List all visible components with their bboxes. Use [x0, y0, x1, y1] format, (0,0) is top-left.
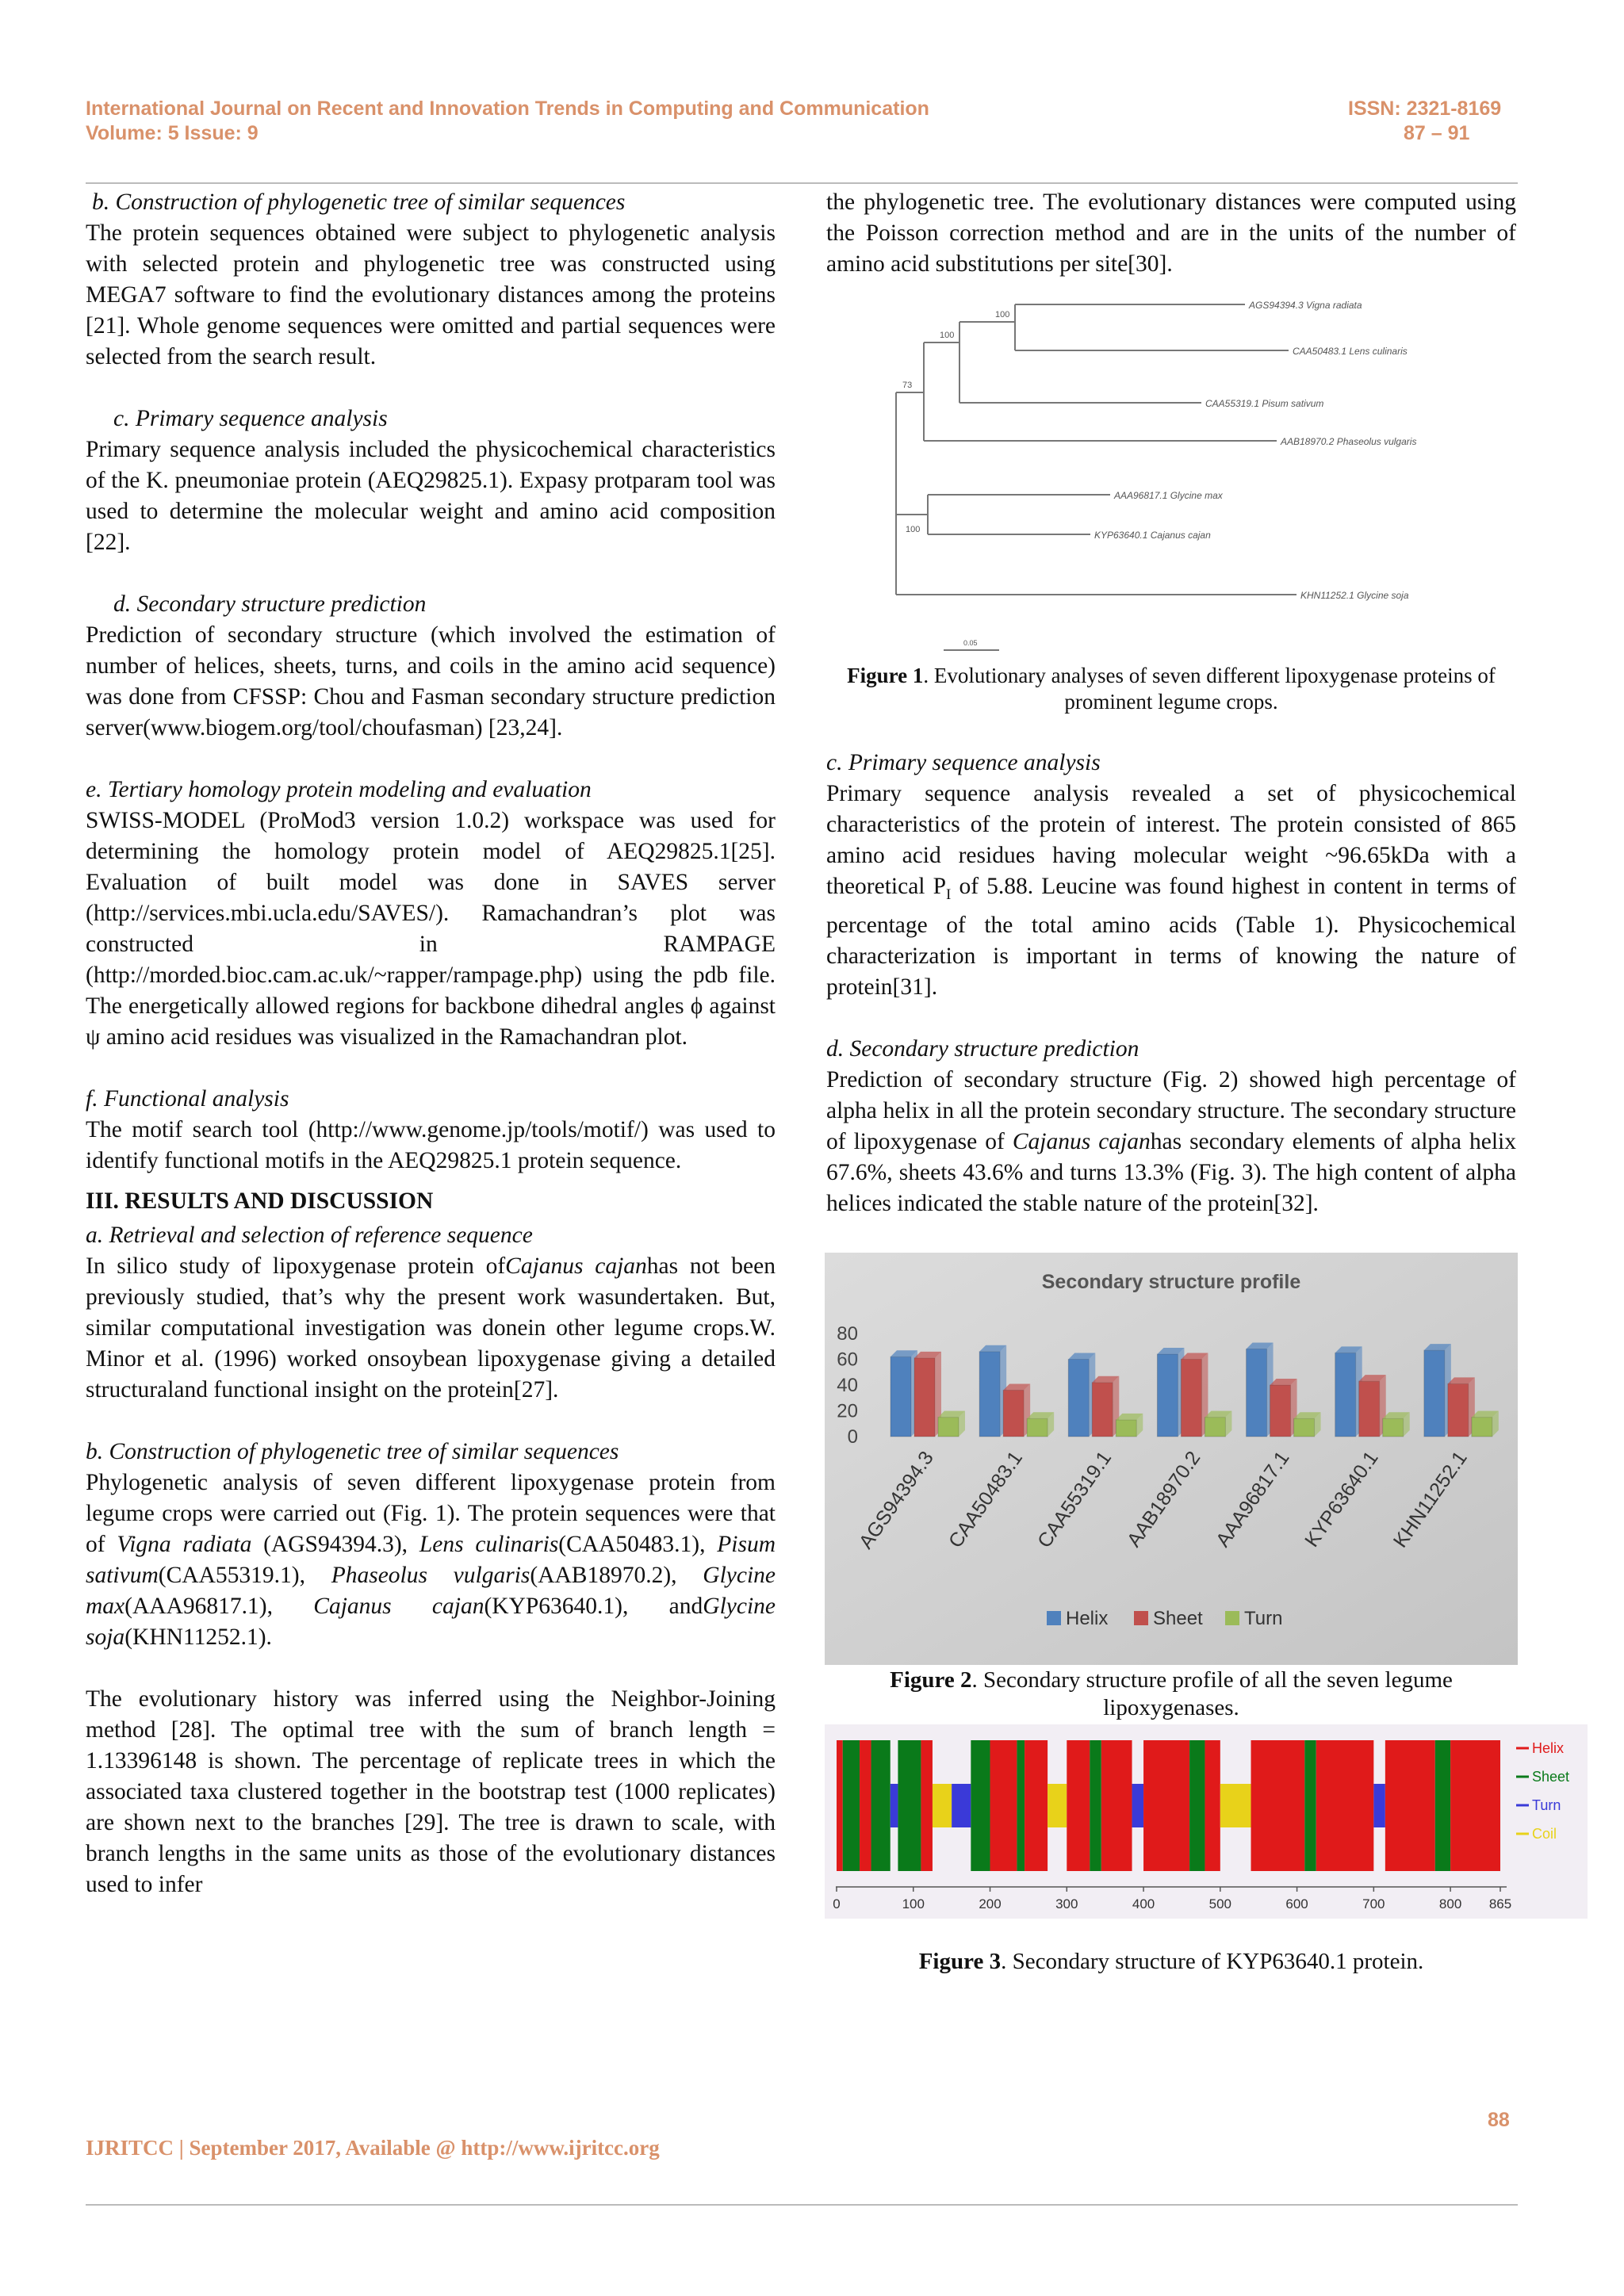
- x-tick-label: KHN11252.1: [1388, 1447, 1472, 1552]
- bar-helix: [891, 1357, 911, 1437]
- strip-legend-label: Sheet: [1532, 1769, 1570, 1785]
- strip-segment-sheet: [1017, 1740, 1025, 1871]
- paragraph: The evolutionary history was inferred using the Neighbor-Joining method [28]. The optimal tree with the sum of branch length = 1.13396148 is shown. The percentage of replicate trees in which the associated taxa clustered together in the bootstrap test (1000 replicates) are shown next to the branches [29]. The tree is drawn to scale, with branch lengths in the same units as those of the evolutionary distances used to infer: [86, 1686, 776, 1897]
- bar-helix: [1068, 1360, 1089, 1437]
- y-tick-label: 40: [837, 1375, 858, 1396]
- tree-taxon-label: CAA55319.1 Pisum sativum: [1205, 398, 1324, 409]
- x-tick-label: AAB18970.2: [1122, 1447, 1205, 1552]
- strip-segment-coil: [1220, 1784, 1251, 1827]
- strip-tick-label: 400: [1132, 1896, 1155, 1911]
- x-tick-label: CAA50483.1: [944, 1447, 1028, 1552]
- bar-turn: [1383, 1418, 1404, 1437]
- strip-segment-sheet: [1189, 1740, 1205, 1871]
- x-tick-label: AGS94394.3: [854, 1447, 938, 1553]
- figure-2-caption: Figure 2. Secondary structure profile of all the seven legume lipoxygenases.: [890, 1667, 1453, 1720]
- strip-legend-label: Coil: [1532, 1826, 1557, 1842]
- section-heading: c. Primary sequence analysis: [113, 406, 388, 431]
- secondary-structure-chart: [825, 1253, 1518, 1665]
- bar-turn: [1205, 1418, 1225, 1437]
- strip-segment-helix: [1385, 1740, 1435, 1871]
- strip-tick-label: 300: [1055, 1896, 1078, 1911]
- strip-tick-label: 800: [1438, 1896, 1462, 1911]
- legend-swatch: [1225, 1611, 1239, 1625]
- left-column: [86, 187, 776, 1900]
- tree-taxon-label: KHN11252.1 Glycine soja: [1300, 590, 1409, 601]
- section-heading: f. Functional analysis: [86, 1086, 289, 1112]
- legend-label: Sheet: [1153, 1608, 1203, 1629]
- right-mid-text: [826, 748, 1516, 1219]
- bootstrap-value: 100: [940, 331, 955, 340]
- strip-tick-label: 600: [1285, 1896, 1308, 1911]
- legend-swatch: [1047, 1611, 1061, 1625]
- bar-helix: [1335, 1353, 1356, 1437]
- x-tick-label: CAA55319.1: [1032, 1447, 1116, 1552]
- strip-segment-helix: [1143, 1740, 1189, 1871]
- chart-title: Secondary structure profile: [1041, 1271, 1301, 1293]
- section-heading: d. Secondary structure prediction: [826, 1035, 1139, 1062]
- tree-branches: [896, 304, 1297, 650]
- strip-segment-coil: [1048, 1784, 1067, 1827]
- y-tick-label: 20: [837, 1400, 858, 1422]
- bootstrap-value: 100: [995, 310, 1010, 320]
- bar-sheet: [1003, 1391, 1024, 1437]
- strip-segment-sheet: [1435, 1740, 1450, 1871]
- legend-label: Turn: [1244, 1608, 1283, 1629]
- strip-segment-helix: [837, 1740, 843, 1871]
- journal-volume: Volume: 5 Issue: 9: [86, 122, 259, 144]
- strip-tick-label: 865: [1488, 1896, 1512, 1911]
- tree-taxon-label: KYP63640.1 Cajanus cajan: [1094, 530, 1211, 541]
- section-heading: b. Construction of phylogenetic tree of similar sequences: [86, 1439, 619, 1464]
- strip-segment-coil: [933, 1784, 952, 1827]
- strip-segment-sheet: [871, 1740, 891, 1871]
- paragraph: Prediction of secondary structure (which involved the estimation of number of helices, sheets, turns, and coils in the amino acid sequence) was done from CFSSP: Chou and Fasman secondary structure prediction server(www.biogem.org/tool/choufasman) [23,24].: [86, 622, 776, 740]
- paragraph: the phylogenetic tree. The evolutionary distances were computed using the Poisson correction method and are in the units of the number of amino acid substitutions per site[30].: [826, 189, 1516, 277]
- bar-sheet: [1448, 1383, 1469, 1437]
- figure-1-caption: Figure 1. Evolutionary analyses of seven different lipoxygenase proteins of prominent legume crops.: [847, 664, 1496, 714]
- x-tick-label: AAA96817.1: [1212, 1447, 1294, 1552]
- strip-segment-turn: [891, 1784, 898, 1827]
- strip-segment-helix: [1025, 1740, 1048, 1871]
- bar-sheet: [1092, 1383, 1113, 1437]
- journal-pages: 87 – 91: [1404, 122, 1470, 144]
- section-heading: b. Construction of phylogenetic tree of similar sequences: [92, 189, 626, 215]
- paragraph: Primary sequence analysis revealed a set of physicochemical characteristics of the protein of interest. The protein consisted of 865 amino acid residues having molecular weight ~96.65kDa with a theoretical $P_I$ of 5.88. Leucine was found highest in content in terms of percentage of the total amino acids (Table 1). Physicochemical characterization is important in terms of knowing the nature of protein[31].: [826, 781, 1516, 1000]
- bar-sheet: [1359, 1381, 1380, 1437]
- paragraph: The motif search tool (http://www.genome.jp/tools/motif/) was used to identify functional motifs in the AEQ29825.1 protein sequence.: [86, 1117, 776, 1173]
- strip-tick-label: 500: [1208, 1896, 1232, 1911]
- bar-helix: [1157, 1354, 1178, 1437]
- strip-segment-helix: [1067, 1740, 1090, 1871]
- section-heading: d. Secondary structure prediction: [113, 591, 427, 617]
- strip-segment-helix: [921, 1740, 933, 1871]
- figure-3-caption: Figure 3. Secondary structure of KYP63640.1 protein.: [918, 1949, 1424, 1974]
- bar-turn: [1294, 1418, 1315, 1437]
- strip-segment-sheet: [898, 1740, 921, 1871]
- y-tick-label: 0: [847, 1426, 858, 1448]
- footer-link[interactable]: http://www.ijritcc.org: [461, 2136, 660, 2160]
- strip-tick-label: 0: [833, 1896, 841, 1911]
- paragraph: Phylogenetic analysis of seven different lipoxygenase protein from legume crops were carried out (Fig. 1). The protein sequences were that of Vigna radiata (AGS94394.3), Lens culinaris(CAA50483.1), Pisum sativum(CAA55319.1), Phaseolus vulgaris(AAB18970.2), Glycine max(AAA96817.1), Cajanus cajan(KYP63640.1), andGlycine soja(KHN11252.1).: [86, 1470, 776, 1650]
- y-tick-label: 80: [837, 1323, 858, 1345]
- strip-segment-helix: [1101, 1740, 1132, 1871]
- strip-segment-turn: [1373, 1784, 1385, 1827]
- strip-legend-label: Helix: [1532, 1740, 1565, 1756]
- page-number: 88: [1488, 2109, 1510, 2131]
- bar-helix: [1247, 1349, 1267, 1437]
- paragraph: SWISS-MODEL (ProMod3 version 1.0.2) workspace was used for determining the homology protein model of AEQ29825.1[25]. Evaluation of built model was done in SAVES server (http://services.mbi.ucla.edu/SAVES/). Ramachandran’s plot was constructed in RAMPAGE (http://morded.bioc.cam.ac.uk/~rapper/rampage.php) using the pdb file. The energetically allowed regions for backbone dihedral angles ϕ against ψ amino acid residues was visualized in the Ramachandran plot.: [86, 808, 776, 1050]
- tree-taxon-label: AAA96817.1 Glycine max: [1114, 490, 1223, 501]
- bar-turn: [1116, 1420, 1136, 1437]
- bar-sheet: [1181, 1360, 1201, 1437]
- strip-segment-turn: [952, 1784, 971, 1827]
- strip-segment-sheet: [1090, 1740, 1101, 1871]
- journal-title: International Journal on Recent and Innovation Trends in Computing and Communication: [86, 98, 929, 120]
- tree-taxon-label: AGS94394.3 Vigna radiata: [1249, 300, 1362, 311]
- strip-tick-label: 100: [902, 1896, 925, 1911]
- bar-helix: [1424, 1350, 1445, 1437]
- bootstrap-value: 100: [906, 525, 921, 534]
- strip-legend-label: Turn: [1532, 1797, 1561, 1813]
- strip-segment-helix: [990, 1740, 1017, 1871]
- bar-turn: [938, 1418, 959, 1437]
- strip-tick-label: 200: [979, 1896, 1002, 1911]
- strip-segment-helix: [1205, 1740, 1220, 1871]
- legend-swatch: [1134, 1611, 1148, 1625]
- paragraph: Prediction of secondary structure (Fig. 2) showed high percentage of alpha helix in all the protein secondary structure. The secondary structure of lipoxygenase of Cajanus cajanhas secondary elements of alpha helix 67.6%, sheets 43.6% and turns 13.3% (Fig. 3). The high content of alpha helices indicated the stable nature of the protein[32].: [826, 1066, 1516, 1216]
- right-top-text: [826, 187, 1516, 280]
- results-heading: III. RESULTS AND DISCUSSION: [86, 1188, 434, 1214]
- strip-segment-helix: [1450, 1740, 1500, 1871]
- strip-segment-turn: [1132, 1784, 1144, 1827]
- tree-taxon-label: AAB18970.2 Phaseolus vulgaris: [1281, 436, 1417, 447]
- scale-bar-label: 0.05: [963, 639, 978, 647]
- strip-segment-helix: [860, 1740, 871, 1871]
- strip-segment-helix: [1316, 1740, 1374, 1871]
- tree-taxon-label: CAA50483.1 Lens culinaris: [1293, 346, 1408, 357]
- bar-turn: [1027, 1418, 1048, 1437]
- strip-tick-label: 700: [1362, 1896, 1385, 1911]
- bar-turn: [1472, 1418, 1492, 1437]
- secondary-structure-strip-figure: [825, 1724, 1588, 1919]
- paragraph: The protein sequences obtained were subject to phylogenetic analysis with selected protein and phylogenetic tree was constructed using MEGA7 software to find the evolutionary distances among the proteins [21]. Whole genome sequences were omitted and partial sequences were selected from the search result.: [86, 220, 776, 369]
- phylogenetic-tree-figure: [888, 293, 1467, 666]
- section-heading: a. Retrieval and selection of reference sequence: [86, 1223, 533, 1248]
- strip-segment-sheet: [843, 1740, 860, 1871]
- bar-sheet: [914, 1358, 935, 1437]
- y-tick-label: 60: [837, 1349, 858, 1371]
- paragraph: Primary sequence analysis included the physicochemical characteristics of the K. pneumoniae protein (AEQ29825.1). Expasy protparam tool was used to determine the molecular weight and amino acid composition [22].: [86, 437, 776, 555]
- strip-segment-sheet: [1304, 1740, 1316, 1871]
- bar-helix: [979, 1352, 1000, 1437]
- strip-segment-sheet: [971, 1740, 990, 1871]
- strip-segment-helix: [1251, 1740, 1305, 1871]
- paragraph: In silico study of lipoxygenase protein ofCajanus cajanhas not been previously studied, that’s why the present work wasundertaken. But, similar computational investigation was donein other legume crops.W. Minor et al. (1996) worked onsoybean lipoxygenase giving a detailed structuraland functional insight on the protein[27].: [86, 1253, 776, 1402]
- section-heading: c. Primary sequence analysis: [826, 750, 1101, 775]
- bar-sheet: [1270, 1385, 1291, 1437]
- bootstrap-value: 73: [902, 381, 913, 390]
- journal-issn: ISSN: 2321-8169: [1348, 98, 1502, 120]
- legend-label: Helix: [1066, 1608, 1109, 1629]
- header-rule: [86, 182, 1518, 184]
- footer-text: IJRITCC | September 2017, Available @ http://www.ijritcc.org: [86, 2136, 660, 2160]
- section-heading: e. Tertiary homology protein modeling and evaluation: [86, 777, 592, 802]
- footer-rule: [86, 2204, 1518, 2206]
- x-tick-label: KYP63640.1: [1300, 1447, 1383, 1552]
